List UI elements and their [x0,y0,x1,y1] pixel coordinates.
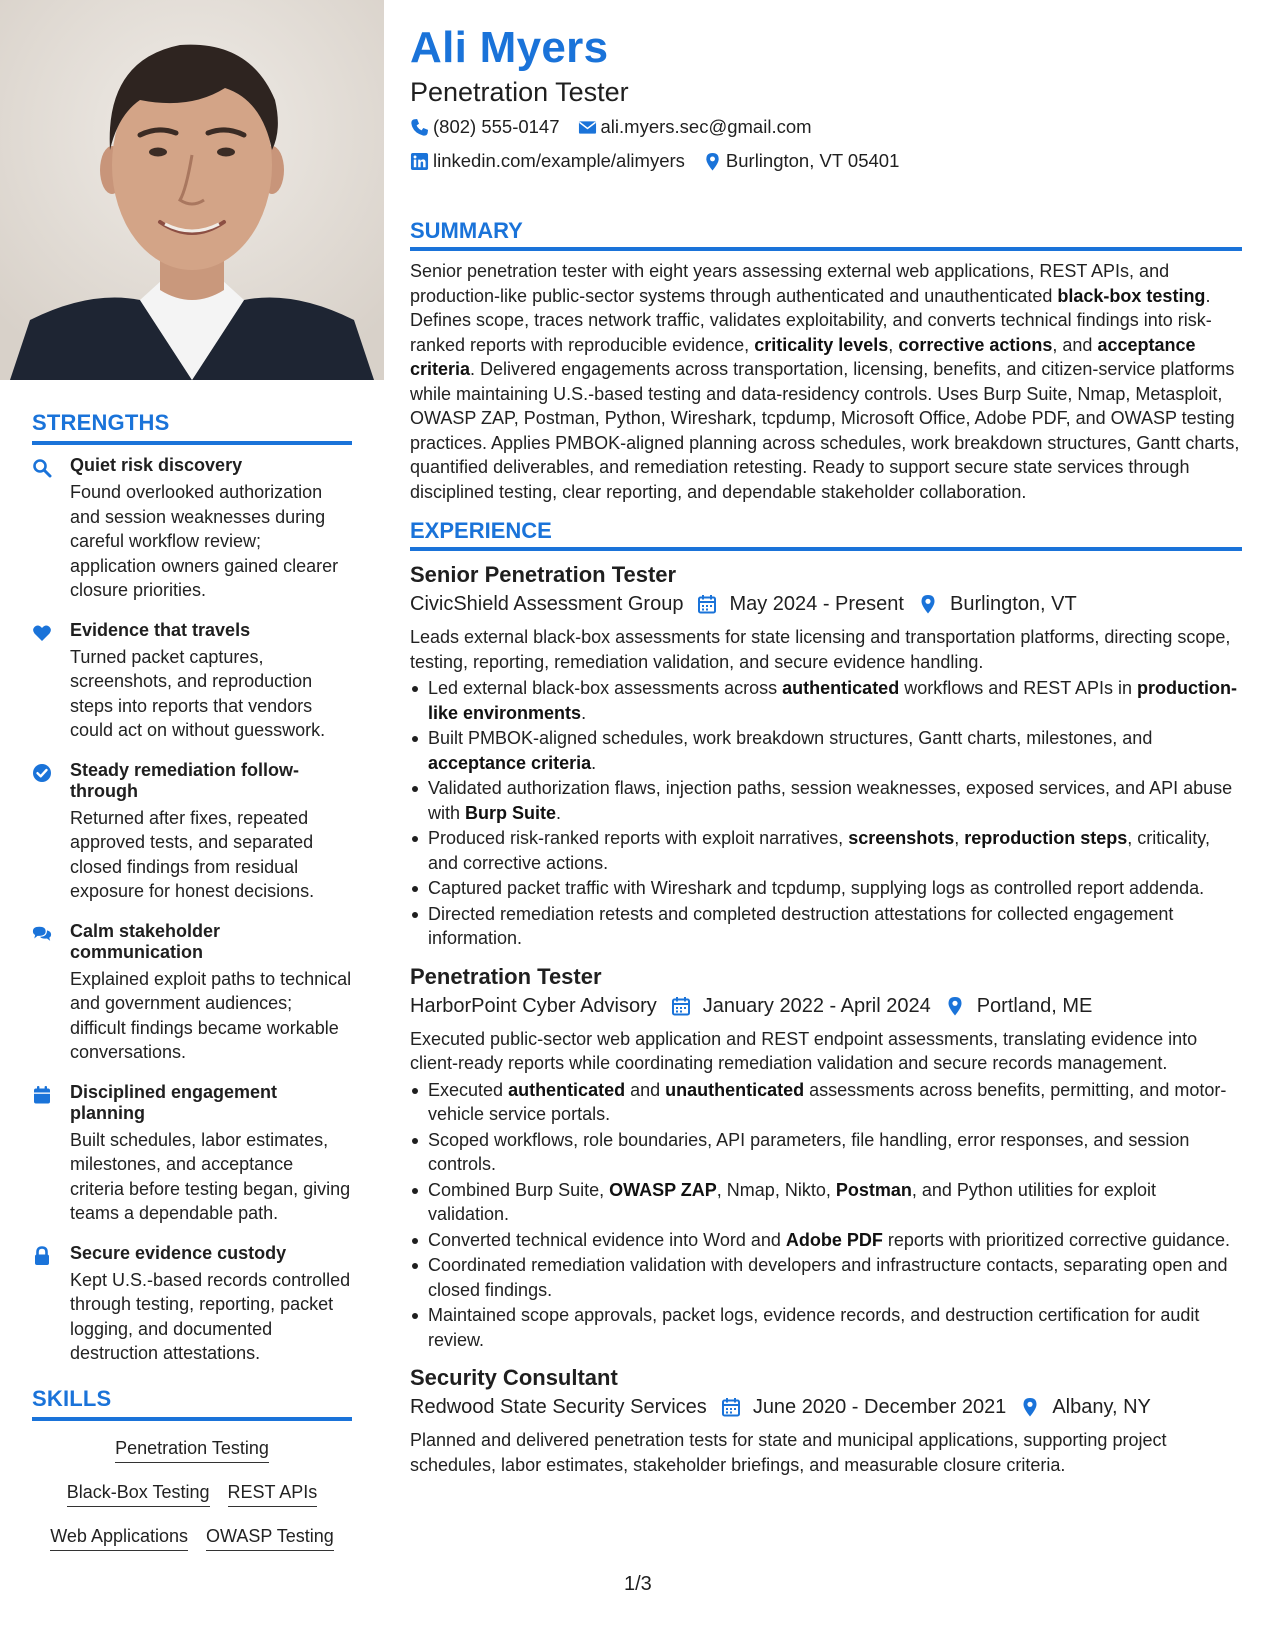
bold-keyword: reproduction steps [964,828,1128,848]
company-name: HarborPoint Cyber Advisory [410,994,657,1017]
page-number: 1/3 [624,1573,652,1595]
linkedin-text: linkedin.com/example/alimyers [433,150,685,171]
text-run: . [581,702,587,723]
location-contact [703,146,899,176]
text-run: Validated authorization flaws, injection paths, session weaknesses, exposed services, and API abuse with [428,778,1233,823]
job-location-text: Burlington, VT [949,593,1077,615]
strength-title: Evidence that travels [70,619,251,640]
job-dates-text: June 2020 - December 2021 [752,1396,1007,1418]
text-run: . Delivered engagements across transportation, licensing, benefits, and citizen-service platforms while maintaining U.S.-based testing and data-residency controls. Uses Burp Suite, Nmap, Metasploit, OWASP ZAP, Postman, Python, Wireshark, tcpdump, Microsoft Office, Adobe PDF, and OWASP testing practices. Applies PMBOK-aligned planning across schedules, work breakdown structures, Gantt charts, quantified deliverables, and remediation retesting. Ready to support secure state services through disciplined testing, clear reporting, and dependable stakeholder collaboration. [410,359,1240,502]
text-run: , criticality, and corrective actions. [428,828,1210,873]
experience-list [410,561,1242,1477]
location-text: Burlington, VT 05401 [725,150,900,171]
job-entry [410,963,1242,1353]
bullet-item [410,1228,1242,1253]
strength-item [32,1243,352,1366]
strength-desc: Returned after fixes, repeated approved tests, and separated closed findings from residual exposure for honest decisions. [70,807,315,901]
strength-desc: Found overlooked authorization and session weaknesses during careful workflow review; application owners gained clearer closure priorities. [70,482,339,600]
job-location [918,589,1077,619]
skills-list [32,1437,352,1551]
strength-item [32,760,352,904]
phone-contact[interactable] [410,112,560,142]
skills-heading: SKILLS [32,1386,352,1421]
email-icon [578,118,601,137]
bold-keyword: criticality levels [754,334,889,355]
linkedin-contact[interactable] [410,146,685,176]
skill-tag: OWASP Testing [206,1525,334,1551]
job-location [1020,1392,1151,1422]
job-dates-text: May 2024 - Present [729,593,904,615]
contact-row [410,112,1242,142]
text-run: . [556,802,562,823]
job-dates-text: January 2022 - April 2024 [702,994,931,1017]
phone-icon [410,118,433,137]
map-pin-icon [1020,1397,1052,1417]
job-description: Planned and delivered penetration tests for state and municipal applications, supporting project schedules, labor estimates, stakeholder briefings, and measurable closure criteria. [410,1430,1167,1475]
linkedin-icon [410,152,433,171]
bullet-item [410,726,1242,775]
contact-row [410,146,1242,176]
strength-desc: Kept U.S.-based records controlled through testing, reporting, packet logging, and documented destruction attestations. [70,1269,351,1363]
text-run: workflows and REST APIs in [899,678,1137,698]
bold-keyword: Burp Suite [465,802,557,823]
bold-keyword: authenticated [782,678,900,698]
text-run: , [888,334,899,355]
job-title: Security Consultant [410,1365,618,1390]
text-run: and [625,1079,666,1100]
experience-heading: EXPERIENCE [410,518,1242,551]
map-pin-icon [918,594,950,614]
bold-keyword: Postman [835,1179,912,1200]
job-entry [410,561,1242,951]
text-run: Directed remediation retests and completed destruction attestations for collected engagement information. [428,903,1174,948]
job-bullets [410,1078,1242,1353]
job-description: Leads external black-box assessments for state licensing and transportation platforms, directing scope, testing, reporting, remediation validation, and secure evidence handling. [410,627,1231,672]
job-entry [410,1364,1242,1477]
job-title: Senior Penetration Tester [410,562,677,587]
strength-desc: Built schedules, labor estimates, milestones, and acceptance criteria before testing began, giving teams a dependable path. [70,1129,351,1223]
text-run: Combined Burp Suite, [428,1179,610,1200]
bullet-item [410,776,1242,825]
job-bullets [410,676,1242,951]
right-column [410,22,1242,1489]
bold-keyword: screenshots [848,828,955,848]
text-run: , and [1052,334,1098,355]
skill-tag: REST APIs [228,1481,318,1507]
bold-keyword: black-box testing [1057,285,1206,306]
comments-icon [32,921,70,1065]
text-run: Built PMBOK-aligned schedules, work breakdown structures, Gantt charts, milestones, and [428,728,1153,748]
text-run: . [591,752,597,773]
left-column [32,410,352,1569]
bold-keyword: corrective actions [898,334,1053,355]
job-title: Penetration Tester [410,963,602,989]
job-dates [721,1392,1007,1422]
bullet-item [410,676,1242,725]
job-location [945,991,1093,1021]
bold-keyword: acceptance criteria [428,752,592,773]
job-meta [410,589,1242,619]
bold-keyword: acceptance criteria [410,334,1196,379]
calendar-icon [697,594,729,614]
email-text: ali.myers.sec@gmail.com [600,116,812,137]
job-description: Executed public-sector web application and REST endpoint assessments, translating evidence into client-ready reports while coordinating remediation validation and secure records management. [410,1028,1198,1073]
calendar-icon [32,1082,70,1226]
strength-title: Steady remediation follow-through [70,759,300,801]
text-run: Converted technical evidence into Word and [428,1229,786,1250]
strength-item [32,1082,352,1226]
skill-tag: Web Applications [50,1525,188,1551]
job-location-text: Portland, ME [976,994,1093,1017]
strengths-heading: STRENGTHS [32,410,352,445]
strength-item [32,620,352,743]
strength-desc: Turned packet captures, screenshots, and reproduction steps into reports that vendors could act on without guesswork. [70,646,326,740]
job-location-text: Albany, NY [1052,1396,1151,1418]
text-run: Led external black-box assessments across [428,678,783,698]
strength-title: Secure evidence custody [70,1242,287,1263]
summary-heading: SUMMARY [410,218,1242,251]
bold-keyword: unauthenticated [665,1079,805,1100]
bullet-item [410,1128,1242,1177]
calendar-icon [671,996,703,1016]
map-pin-icon [703,152,726,171]
search-icon [32,455,70,603]
bullet-item [410,826,1242,875]
bullet-item [410,1178,1242,1227]
map-pin-icon [945,996,977,1016]
bullet-item [410,902,1242,951]
lock-icon [32,1243,70,1366]
text-run: Produced risk-ranked reports with exploit narratives, [428,828,849,848]
strength-item [32,921,352,1065]
bullet-item [410,876,1242,901]
calendar-icon [721,1397,753,1417]
text-run: Scoped workflows, role boundaries, API parameters, file handling, error responses, and session controls. [428,1129,1190,1174]
job-meta [410,1392,1242,1422]
heart-icon [32,620,70,743]
job-dates [697,589,904,619]
strength-title: Quiet risk discovery [70,455,243,475]
text-run: assessments across benefits, permitting, and motor-vehicle service portals. [428,1079,1227,1124]
text-run: Captured packet traffic with Wireshark and tcpdump, supplying logs as controlled report addenda. [428,878,1205,898]
bold-keyword: Adobe PDF [785,1229,883,1250]
text-run: Maintained scope approvals, packet logs, evidence records, and destruction certification for audit review. [428,1305,1200,1350]
bold-keyword: OWASP ZAP [609,1179,717,1200]
bold-keyword: authenticated [508,1079,626,1100]
company-name: CivicShield Assessment Group [410,593,684,615]
text-run: , Nmap, Nikto, [716,1179,836,1200]
summary-text [410,259,1242,504]
skill-tag: Black-Box Testing [67,1481,210,1507]
strength-title: Calm stakeholder communication [70,920,221,962]
text-run: , [954,828,965,848]
strength-title: Disciplined engagement planning [70,1081,278,1123]
candidate-role: Penetration Tester [410,77,629,107]
bullet-item [410,1303,1242,1352]
strength-item [32,455,352,603]
text-run: Executed [428,1079,509,1100]
text-run: , and Python utilities for exploit validation. [428,1179,1156,1224]
phone-text: (802) 555-0147 [433,116,560,137]
job-dates [671,991,931,1021]
text-run: Coordinated remediation validation with developers and infrastructure contacts, separating open and closed findings. [428,1255,1228,1300]
bold-keyword: production-like environments [428,678,1237,723]
text-run: reports with prioritized corrective guidance. [882,1229,1231,1250]
bullet-item [410,1253,1242,1302]
candidate-name: Ali Myers [410,23,609,72]
text-run: Senior penetration tester with eight years assessing external web applications, REST APIs, and production-like public-sector systems through authenticated and unauthenticated [410,261,1170,306]
strength-desc: Explained exploit paths to technical and government audiences; difficult findings became workable conversations. [70,968,352,1062]
profile-photo [0,0,384,380]
skill-tag: Penetration Testing [115,1437,269,1463]
company-name: Redwood State Security Services [410,1396,707,1418]
bullet-item [410,1078,1242,1127]
check-circle-icon [32,760,70,904]
job-meta [410,991,1242,1021]
email-contact[interactable] [578,112,812,142]
text-run: . Defines scope, traces network traffic, validates exploitability, and converts technical findings into risk-ranked reports with reproducible evidence, [410,285,1212,355]
